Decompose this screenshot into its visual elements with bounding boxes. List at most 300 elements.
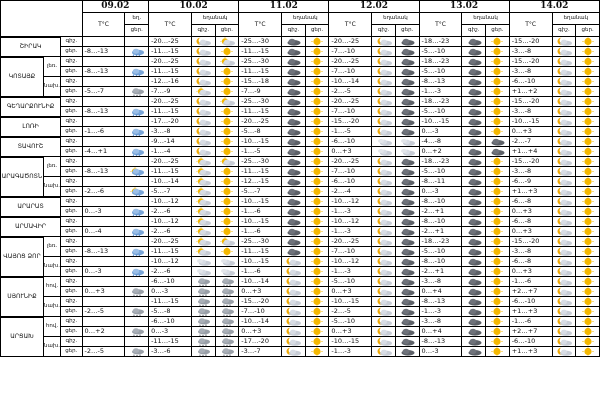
temp-range: -6…-8 xyxy=(509,217,552,227)
temp-range: -10…-12 xyxy=(149,217,192,227)
weather-cell-day xyxy=(395,197,419,207)
moon-cloud-icon xyxy=(194,127,212,136)
moon-cloud-icon xyxy=(555,307,573,316)
weather-cell-night xyxy=(282,57,306,67)
time-of-day: գիշ. xyxy=(61,177,82,187)
weather-cell-night xyxy=(552,297,576,307)
weather-cell-day xyxy=(215,187,239,197)
weather-cell-night xyxy=(191,267,215,277)
weather-cell-day xyxy=(576,257,600,267)
temp-range xyxy=(82,177,125,187)
weather-cell-night xyxy=(282,67,306,77)
weather-cell xyxy=(125,257,149,267)
weather-cell-day xyxy=(576,277,600,287)
weather-cell-day xyxy=(305,47,329,57)
moon-cloud-icon xyxy=(375,287,393,296)
temp-range: -17…-20 xyxy=(149,117,192,127)
weather-cell-day xyxy=(486,257,510,267)
dark-cloud-icon xyxy=(284,177,302,186)
dark-cloud-icon xyxy=(465,147,483,156)
dark-cloud-icon xyxy=(398,297,416,306)
dark-cloud-icon xyxy=(398,77,416,86)
weather-cell-night xyxy=(462,317,486,327)
sun-icon xyxy=(308,177,326,186)
weather-cell-day xyxy=(215,147,239,157)
forecast-row xyxy=(1,67,600,77)
weather-cell-night xyxy=(552,327,576,337)
dark-cloud-icon xyxy=(465,277,483,286)
temp-range: -3…-6 xyxy=(149,347,192,357)
weather-cell-night xyxy=(552,347,576,357)
temp-range: 0…-3 xyxy=(149,327,192,337)
tod-header-night: գիշ. xyxy=(282,25,306,37)
sun-icon xyxy=(308,47,326,56)
weather-cell-day xyxy=(305,187,329,197)
temp-range: -2…-4 xyxy=(329,187,372,197)
sun-icon xyxy=(218,77,236,86)
temp-range: -1…-3 xyxy=(329,347,372,357)
temp-range: -6…-10 xyxy=(509,297,552,307)
time-of-day: գիշ. xyxy=(61,137,82,147)
time-of-day: գիշ. xyxy=(61,297,82,307)
weather-cell-night xyxy=(191,157,215,167)
cloud-snow-icon xyxy=(194,347,212,356)
moon-cloud-icon xyxy=(555,87,573,96)
weather-cell-day xyxy=(215,87,239,97)
weather-cell-day xyxy=(576,67,600,77)
dark-cloud-icon xyxy=(398,337,416,346)
time-of-day: գիշ. xyxy=(61,237,82,247)
temp-range: -15…-18 xyxy=(239,77,282,87)
weather-cell-day xyxy=(215,337,239,347)
weather-cell-night xyxy=(191,197,215,207)
temp-range: -6…-10 xyxy=(509,77,552,87)
dark-cloud-icon xyxy=(465,67,483,76)
sun-icon xyxy=(308,77,326,86)
weather-cell-night xyxy=(462,217,486,227)
time-of-day: գիշ. xyxy=(61,77,82,87)
date-header: 12.02 xyxy=(329,1,419,13)
temp-range: -11…-15 xyxy=(149,47,192,57)
forecast-row xyxy=(1,127,600,137)
temp-range: -5…-8 xyxy=(149,307,192,317)
weather-cell-night xyxy=(191,187,215,197)
moon-cloud-icon xyxy=(284,257,302,266)
weather-cell-night xyxy=(191,317,215,327)
weather-cell-day xyxy=(576,297,600,307)
weather-cell-day xyxy=(486,287,510,297)
temp-range: -5…-10 xyxy=(419,167,462,177)
weather-cell-day xyxy=(486,37,510,47)
dark-cloud-icon xyxy=(284,127,302,136)
moon-cloud-icon xyxy=(375,267,393,276)
temp-range: 0…+4 xyxy=(419,327,462,337)
temp-range: -15…-20 xyxy=(509,157,552,167)
weather-cell-day xyxy=(395,147,419,157)
temp-range: -10…-12 xyxy=(149,257,192,267)
weather-cell xyxy=(125,127,149,137)
sun-icon xyxy=(308,67,326,76)
moon-cloud-icon xyxy=(194,57,212,66)
moon-cloud-icon xyxy=(555,107,573,116)
weather-cell-night xyxy=(552,197,576,207)
dark-cloud-icon xyxy=(398,217,416,226)
moon-cloud-icon xyxy=(194,137,212,146)
terrain-label: նախ. xyxy=(43,337,60,357)
weather-cell-day xyxy=(305,247,329,257)
weather-cell-night xyxy=(372,307,396,317)
weather-cell-night xyxy=(282,37,306,47)
temp-range: -2…-6 xyxy=(149,207,192,217)
temp-range: -7…-10 xyxy=(239,307,282,317)
sun-cloud-icon xyxy=(194,217,212,226)
dark-cloud-icon xyxy=(465,327,483,336)
temp-range: -18…-23 xyxy=(419,97,462,107)
dark-cloud-icon xyxy=(398,277,416,286)
sun-icon xyxy=(579,207,597,216)
moon-cloud-icon xyxy=(555,157,573,166)
temp-header: T°C xyxy=(329,13,372,37)
terrain-label: նախ. xyxy=(43,297,60,317)
tod-header-night: գիշ. xyxy=(552,25,576,37)
weather-cell-day xyxy=(576,307,600,317)
time-of-day: գիշ. xyxy=(61,97,82,107)
moon-cloud-icon xyxy=(555,147,573,156)
moon-cloud-icon xyxy=(555,117,573,126)
temp-range: -10…-15 xyxy=(329,297,372,307)
terrain-label: նախ. xyxy=(43,77,60,97)
dark-cloud-icon xyxy=(398,247,416,256)
temp-range: -17…-20 xyxy=(239,337,282,347)
weather-cell-night xyxy=(552,147,576,157)
forecast-row xyxy=(1,177,600,187)
weather-cell-night xyxy=(552,47,576,57)
region-name: ԱՐՑԱԽ xyxy=(1,317,44,357)
moon-cloud-icon xyxy=(375,127,393,136)
weather-cell-day xyxy=(215,227,239,237)
weather-cell-day xyxy=(576,227,600,237)
weather-cell-day xyxy=(395,47,419,57)
dark-cloud-icon xyxy=(284,227,302,236)
weather-cell-night xyxy=(552,257,576,267)
weather-cell-day xyxy=(305,57,329,67)
moon-cloud-icon xyxy=(194,147,212,156)
dark-cloud-icon xyxy=(465,177,483,186)
sun-icon xyxy=(308,257,326,266)
sun-icon xyxy=(488,267,506,276)
time-of-day: ցեր. xyxy=(61,147,82,157)
weather-cell-night xyxy=(552,337,576,347)
weather-cell-day xyxy=(305,277,329,287)
terrain-label: լեռ. xyxy=(43,157,60,177)
weather-cell-day xyxy=(395,37,419,47)
moon-cloud-icon xyxy=(555,127,573,136)
weather-header: եղանակ xyxy=(191,13,238,25)
sun-icon xyxy=(579,217,597,226)
weather-cell xyxy=(125,277,149,287)
sun-icon xyxy=(308,197,326,206)
weather-cell-day xyxy=(395,187,419,197)
weather-cell-day xyxy=(305,317,329,327)
moon-cloud-icon xyxy=(194,37,212,46)
time-of-day: գիշ. xyxy=(61,277,82,287)
moon-cloud-icon xyxy=(375,277,393,286)
weather-cell-day xyxy=(395,237,419,247)
weather-cell-night xyxy=(282,157,306,167)
temp-range: 0…+3 xyxy=(509,127,552,137)
weather-cell-night xyxy=(282,47,306,57)
weather-cell-day xyxy=(305,237,329,247)
dark-cloud-icon xyxy=(465,157,483,166)
temp-range: -10…-14 xyxy=(329,77,372,87)
moon-cloud-icon xyxy=(375,327,393,336)
moon-cloud-icon xyxy=(555,267,573,276)
sun-icon xyxy=(488,297,506,306)
weather-cell-night xyxy=(462,287,486,297)
terrain-label: նախ. xyxy=(43,177,60,197)
sun-icon xyxy=(218,47,236,56)
dark-cloud-icon xyxy=(465,247,483,256)
weather-cell-night xyxy=(282,267,306,277)
temp-range: -6…-10 xyxy=(329,177,372,187)
moon-cloud-icon xyxy=(375,77,393,86)
moon-cloud-icon xyxy=(284,307,302,316)
weather-cell-night xyxy=(372,127,396,137)
temp-range: -25…-30 xyxy=(239,237,282,247)
forecast-row xyxy=(1,297,600,307)
weather-cell-night xyxy=(462,127,486,137)
weather-cell-day xyxy=(395,77,419,87)
forecast-row xyxy=(1,47,600,57)
temp-range: -25…-30 xyxy=(239,37,282,47)
dark-cloud-icon xyxy=(488,147,506,156)
forecast-row xyxy=(1,97,600,107)
temp-range: -10…-15 xyxy=(509,117,552,127)
region-name: ՏԱՎՈՒՇ xyxy=(1,137,61,157)
temp-range: -15…-20 xyxy=(509,97,552,107)
weather-cell-day xyxy=(395,167,419,177)
weather-cell-day xyxy=(486,297,510,307)
weather-cell-night xyxy=(282,347,306,357)
temp-range: -1…-5 xyxy=(239,147,282,157)
dark-cloud-icon xyxy=(465,77,483,86)
weather-cell-night xyxy=(282,257,306,267)
weather-cell-night xyxy=(462,37,486,47)
temp-range: -5…-10 xyxy=(329,317,372,327)
weather-cell-night xyxy=(462,347,486,357)
sun-icon xyxy=(579,67,597,76)
cloud-rain-icon xyxy=(128,207,146,216)
forecast-row xyxy=(1,327,600,337)
time-of-day: գիշ. xyxy=(61,57,82,67)
weather-cell-day xyxy=(215,277,239,287)
sun-icon xyxy=(308,237,326,246)
moon-cloud-icon xyxy=(555,247,573,256)
weather-cell-day xyxy=(486,87,510,97)
temp-range: -2…+1 xyxy=(419,267,462,277)
cloud-icon xyxy=(375,147,393,156)
sun-icon xyxy=(308,157,326,166)
temp-range: -2…-6 xyxy=(82,187,125,197)
temp-range: -6…-10 xyxy=(329,137,372,147)
dark-cloud-icon xyxy=(398,317,416,326)
weather-cell-day xyxy=(305,257,329,267)
temp-range xyxy=(82,157,125,167)
temp-range: -5…-7 xyxy=(82,87,125,97)
weather-cell-day xyxy=(215,197,239,207)
sun-icon xyxy=(488,87,506,96)
dark-cloud-icon xyxy=(284,197,302,206)
weather-cell-day xyxy=(215,257,239,267)
moon-cloud-icon xyxy=(375,97,393,106)
cloud-icon xyxy=(375,137,393,146)
date-header: 11.02 xyxy=(239,1,329,13)
temp-range: -9…-14 xyxy=(149,137,192,147)
temp-range: -1…-6 xyxy=(82,127,125,137)
dark-cloud-icon xyxy=(284,117,302,126)
sun-icon xyxy=(308,217,326,226)
weather-cell-night xyxy=(282,187,306,197)
weather-cell-day xyxy=(576,77,600,87)
weather-header: եղանակ xyxy=(552,13,599,25)
dark-cloud-icon xyxy=(398,347,416,356)
sun-icon xyxy=(218,127,236,136)
weather-cell-night xyxy=(462,247,486,257)
time-of-day: ցեր. xyxy=(61,207,82,217)
sun-icon xyxy=(218,67,236,76)
temp-range xyxy=(82,237,125,247)
temp-range: -11…-15 xyxy=(239,47,282,57)
weather-cell-day xyxy=(395,227,419,237)
sun-icon xyxy=(308,307,326,316)
temp-range: -25…-30 xyxy=(239,157,282,167)
weather-cell-day xyxy=(215,217,239,227)
tod-header-night: գիշ. xyxy=(462,25,486,37)
cloud-snow-icon xyxy=(128,327,146,336)
sun-cloud-icon xyxy=(218,37,236,46)
sun-icon xyxy=(579,117,597,126)
temp-range: -12…-16 xyxy=(149,77,192,87)
weather-cell-night xyxy=(282,97,306,107)
temp-range: -20…-25 xyxy=(149,57,192,67)
sun-icon xyxy=(488,57,506,66)
weather-cell-night xyxy=(372,317,396,327)
cloud-snow-icon xyxy=(218,337,236,346)
cloud-icon xyxy=(194,257,212,266)
weather-cell-night xyxy=(372,177,396,187)
dark-cloud-icon xyxy=(398,67,416,76)
weather-cell-day xyxy=(305,97,329,107)
temp-range: +1…+4 xyxy=(509,147,552,157)
time-of-day: գիշ. xyxy=(61,197,82,207)
temp-range: -8…-13 xyxy=(82,67,125,77)
weather-cell-night xyxy=(282,147,306,157)
temp-range: -1…-6 xyxy=(509,277,552,287)
weather-cell-night xyxy=(372,97,396,107)
weather-cell-night xyxy=(552,227,576,237)
moon-cloud-icon xyxy=(284,327,302,336)
weather-cell-day xyxy=(486,147,510,157)
weather-cell-night xyxy=(552,167,576,177)
weather-cell-night xyxy=(552,137,576,147)
moon-cloud-icon xyxy=(555,277,573,286)
weather-cell-night xyxy=(372,267,396,277)
forecast-row xyxy=(1,217,600,227)
weather-cell-day xyxy=(486,77,510,87)
weather-cell-day xyxy=(395,217,419,227)
temp-range: -11…-15 xyxy=(149,107,192,117)
sun-icon xyxy=(308,207,326,216)
weather-cell-day xyxy=(305,287,329,297)
sun-icon xyxy=(488,117,506,126)
weather-cell-day xyxy=(305,137,329,147)
weather-cell-day xyxy=(215,177,239,187)
weather-cell-night xyxy=(552,207,576,217)
forecast-row xyxy=(1,347,600,357)
temp-range: -3…-8 xyxy=(509,107,552,117)
temp-range: -11…-15 xyxy=(239,167,282,177)
dark-cloud-icon xyxy=(398,87,416,96)
weather-cell-day xyxy=(576,37,600,47)
sun-icon xyxy=(308,37,326,46)
temp-range: -15…-20 xyxy=(509,57,552,67)
terrain-label: հով. xyxy=(43,317,60,337)
temp-range: -2…-6 xyxy=(149,267,192,277)
dark-cloud-icon xyxy=(398,47,416,56)
dark-cloud-icon xyxy=(465,227,483,236)
dark-cloud-icon xyxy=(398,107,416,116)
dark-cloud-icon xyxy=(284,207,302,216)
sun-icon xyxy=(579,227,597,236)
weather-cell-night xyxy=(282,87,306,97)
weather-cell-night xyxy=(462,307,486,317)
weather-cell-night xyxy=(372,257,396,267)
time-of-day: ցեր. xyxy=(61,267,82,277)
date-header: 10.02 xyxy=(149,1,239,13)
sun-icon xyxy=(488,77,506,86)
dark-cloud-icon xyxy=(284,157,302,166)
weather-cell-day xyxy=(215,117,239,127)
weather-cell-day xyxy=(486,97,510,107)
temp-range: 0…+4 xyxy=(419,287,462,297)
time-of-day: ցեր. xyxy=(61,167,82,177)
temp-range: -25…-30 xyxy=(239,57,282,67)
dark-cloud-icon xyxy=(465,317,483,326)
time-of-day: ցեր. xyxy=(61,247,82,257)
weather-cell-night xyxy=(462,197,486,207)
weather-cell xyxy=(125,147,149,157)
temp-range: -10…-15 xyxy=(329,337,372,347)
weather-cell-day xyxy=(576,107,600,117)
moon-cloud-icon xyxy=(375,157,393,166)
sun-icon xyxy=(579,327,597,336)
weather-cell-day xyxy=(305,297,329,307)
temp-range: -1…-3 xyxy=(329,227,372,237)
temp-range: -3…-8 xyxy=(509,47,552,57)
region-name: ԿՈՏԱՅՔ xyxy=(1,57,44,97)
weather-cell-night xyxy=(191,247,215,257)
dark-cloud-icon xyxy=(465,167,483,176)
sun-icon xyxy=(218,247,236,256)
weather-cell xyxy=(125,177,149,187)
sun-icon xyxy=(488,237,506,246)
weather-cell-night xyxy=(191,347,215,357)
sun-icon xyxy=(579,57,597,66)
sun-icon xyxy=(579,347,597,356)
weather-cell-day xyxy=(576,327,600,337)
weather-cell xyxy=(125,167,149,177)
weather-cell-night xyxy=(282,177,306,187)
